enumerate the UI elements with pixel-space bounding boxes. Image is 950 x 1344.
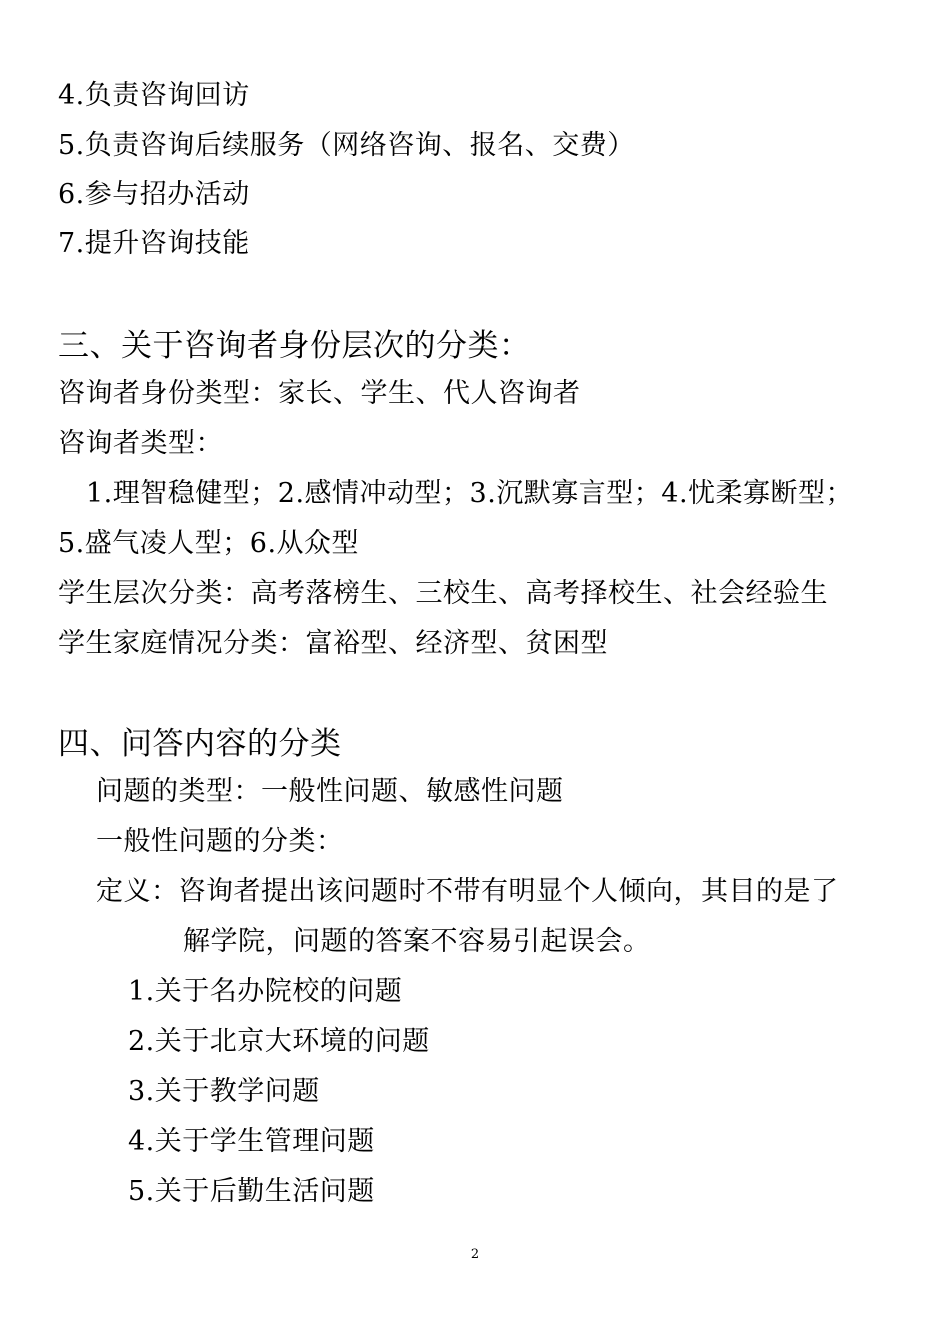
page-number: 2 bbox=[470, 1247, 480, 1262]
definition-line: 定义：咨询者提出该问题时不带有明显个人倾向，其目的是了 bbox=[96, 876, 839, 907]
list-item: 7.提升咨询技能 bbox=[58, 228, 250, 259]
paragraph: 1.理智稳健型；2.感情冲动型；3.沉默寡言型；4.忧柔寡断型； bbox=[86, 478, 854, 509]
list-item: 4.负责咨询回访 bbox=[58, 80, 250, 111]
paragraph: 咨询者类型： bbox=[58, 428, 223, 459]
paragraph: 学生家庭情况分类：富裕型、经济型、贫困型 bbox=[58, 628, 608, 659]
paragraph: 咨询者身份类型：家长、学生、代人咨询者 bbox=[58, 378, 581, 409]
definition-line: 解学院，问题的答案不容易引起误会。 bbox=[183, 926, 651, 957]
list-item: 3.关于教学问题 bbox=[128, 1076, 320, 1107]
paragraph: 5.盛气凌人型；6.从众型 bbox=[58, 528, 360, 559]
list-item: 4.关于学生管理问题 bbox=[128, 1126, 375, 1157]
list-item: 1.关于名办院校的问题 bbox=[128, 976, 403, 1007]
paragraph: 学生层次分类：高考落榜生、三校生、高考择校生、社会经验生 bbox=[58, 578, 828, 609]
list-item: 5.关于后勤生活问题 bbox=[128, 1176, 375, 1207]
paragraph: 一般性问题的分类： bbox=[96, 826, 344, 857]
list-item: 2.关于北京大环境的问题 bbox=[128, 1026, 430, 1057]
list-item: 6.参与招办活动 bbox=[58, 179, 250, 210]
paragraph: 问题的类型：一般性问题、敏感性问题 bbox=[96, 776, 564, 807]
list-item: 5.负责咨询后续服务（网络咨询、报名、交费） bbox=[58, 130, 635, 161]
section-heading: 四、问答内容的分类 bbox=[58, 726, 342, 762]
section-heading: 三、关于咨询者身份层次的分类： bbox=[58, 328, 531, 364]
